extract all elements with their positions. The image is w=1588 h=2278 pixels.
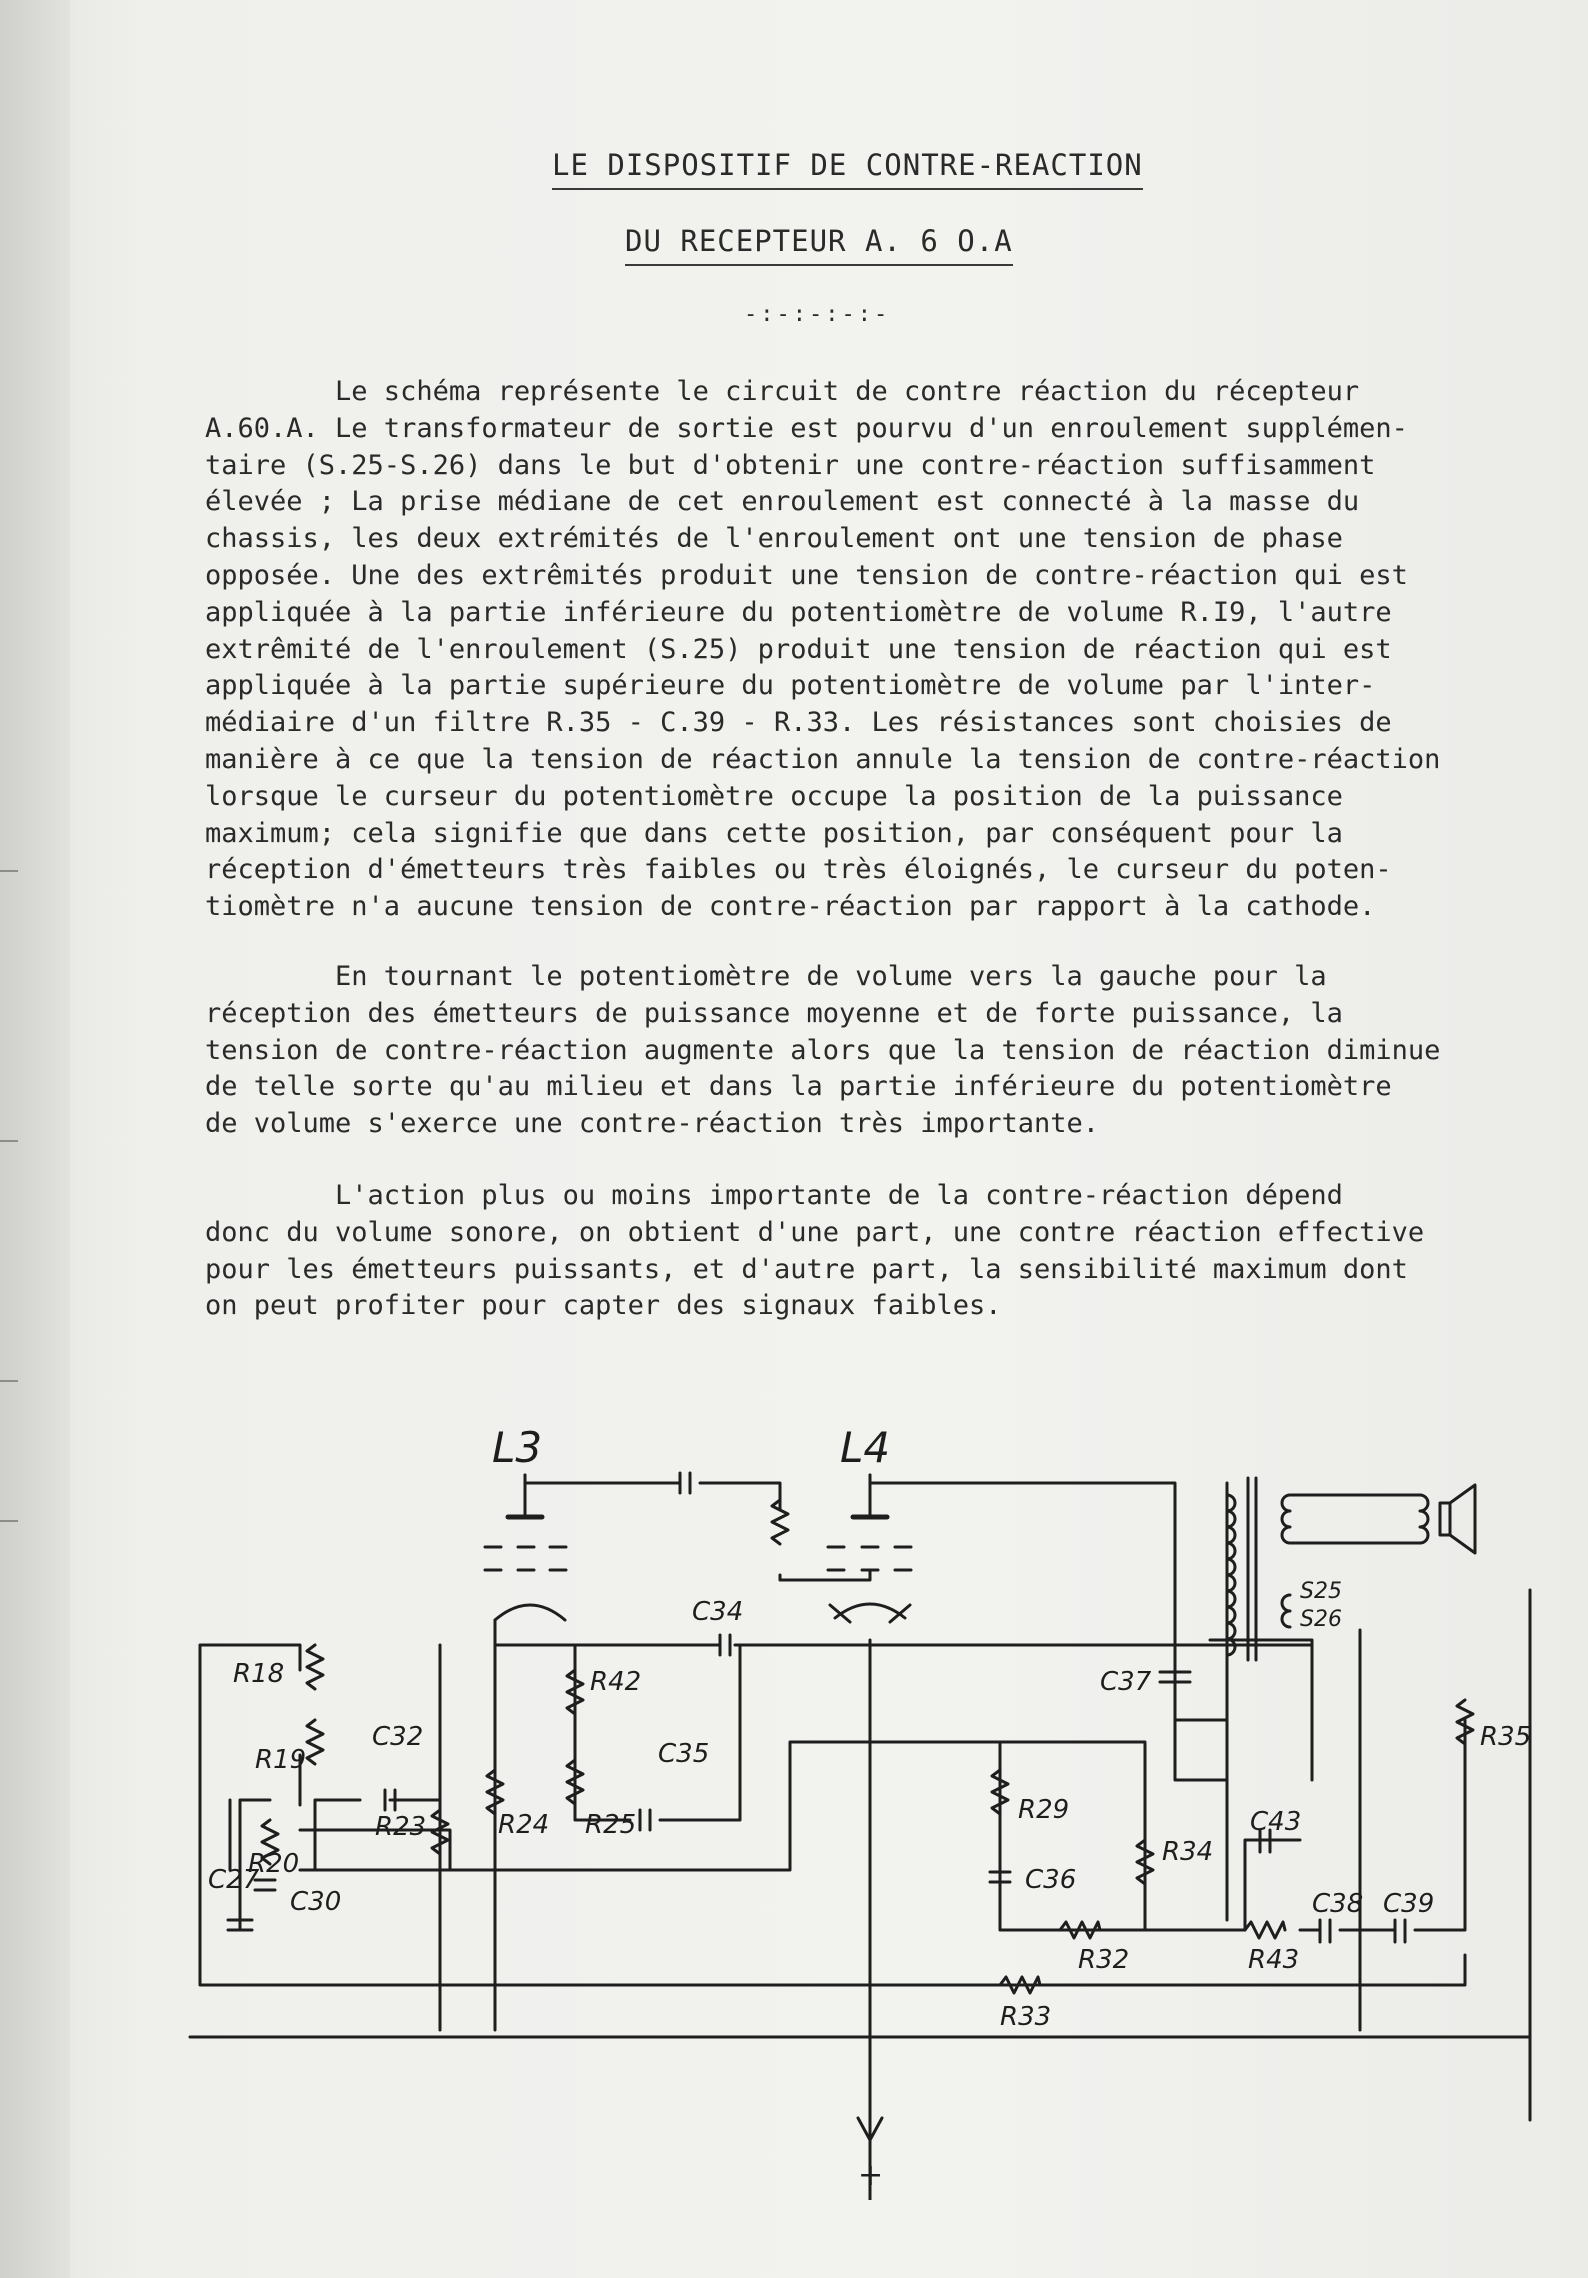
label-r18: R18 [233, 1659, 285, 1689]
label-r20: R20 [248, 1849, 300, 1879]
label-s26: S26 [1300, 1607, 1342, 1632]
label-c39: C39 [1383, 1889, 1435, 1919]
tube-l3-symbol [485, 1475, 566, 1620]
label-r43: R43 [1248, 1945, 1300, 1975]
label-tube-l4: L4 [840, 1423, 891, 1472]
paragraph-3: L'action plus ou moins importante de la contre-réaction dépend donc du volume sonore, on obtient d'une part, une contre réaction effective pour les émetteurs puissants, et d'autre part, la sensibilité maximum dont on peut profiter pour capter des signaux faibles. [205, 1180, 1425, 1322]
label-r29: R29 [1018, 1795, 1070, 1825]
label-c38: C38 [1312, 1889, 1364, 1919]
paragraph-1: Le schéma représente le circuit de contre réaction du récepteur A.60.A. Le transformateur de sortie est pourvu d'un enroulement supplémen- taire (S.25-S.26) dans le but d'obtenir une contre-réaction suffisamment élevée ; La prise médiane de cet enroulement est connecté à la masse du chassis, les deux extrémités de l'enroulement ont une tension de phase opposée. Une des extrêmités produit une tension de contre-réaction qui est appliquée à la partie inférieure du potentiomètre de volume R.I9, l'autre extrêmité de l'enroulement (S.25) produit une tension de réaction qui est appliquée à la partie supérieure du potentiomètre de volume par l'inter- médiaire d'un filtre R.35 - C.39 - R.33. Les résistances sont choisies de manière à ce que la tension de réaction annule la tension de contre-réaction lorsque le curseur du potentiomètre occupe la position de la puissance maximum; cela signifie que dans cette position, par conséquent pour la réception d'émetteurs très faibles ou très éloignés, le curseur du poten- tiomètre n'a aucune tension de contre-réaction par rapport à la cathode. [205, 376, 1441, 923]
label-s25: S25 [1300, 1579, 1342, 1604]
label-c43: C43 [1250, 1807, 1302, 1837]
label-supply-plus: + [858, 2158, 884, 2193]
feedback-circuit-schematic [0, 1400, 1588, 2200]
punch-mark [0, 1140, 18, 1142]
label-c32: C32 [372, 1722, 424, 1752]
resistor-symbols [262, 1500, 1473, 1993]
label-r42: R42 [590, 1667, 642, 1697]
punch-mark [0, 1380, 18, 1382]
label-r34: R34 [1162, 1837, 1214, 1867]
tube-l4-symbol [828, 1475, 911, 1622]
label-c27: C27 [208, 1865, 260, 1895]
punch-mark [0, 870, 18, 872]
label-r32: R32 [1078, 1945, 1130, 1975]
separator: -:-:-:-:- [744, 302, 891, 327]
output-transformer-symbol [1227, 1478, 1475, 1660]
label-c34: C34 [692, 1597, 744, 1627]
label-c37: C37 [1100, 1667, 1152, 1697]
title-line-1: LE DISPOSITIF DE CONTRE-REACTION [552, 148, 1143, 190]
label-tube-l3: L3 [492, 1423, 543, 1472]
paragraph-2: En tournant le potentiomètre de volume vers la gauche pour la réception des émetteurs de puissance moyenne et de forte puissance, la tension de contre-réaction augmente alors que la tension de réaction diminue de telle sorte qu'au milieu et dans la partie inférieure du potentiomètre de volume s'exerce une contre-réaction très importante. [205, 961, 1441, 1140]
label-r23: R23 [375, 1812, 427, 1842]
label-r19: R19 [255, 1745, 307, 1775]
label-r24: R24 [498, 1810, 550, 1840]
label-c35: C35 [658, 1739, 710, 1769]
label-r35: R35 [1480, 1722, 1532, 1752]
label-r33: R33 [1000, 2002, 1052, 2032]
label-r25: R25 [585, 1810, 637, 1840]
title-line-2: DU RECEPTEUR A. 6 O.A [625, 224, 1013, 266]
label-c30: C30 [290, 1887, 342, 1917]
label-c36: C36 [1025, 1865, 1077, 1895]
